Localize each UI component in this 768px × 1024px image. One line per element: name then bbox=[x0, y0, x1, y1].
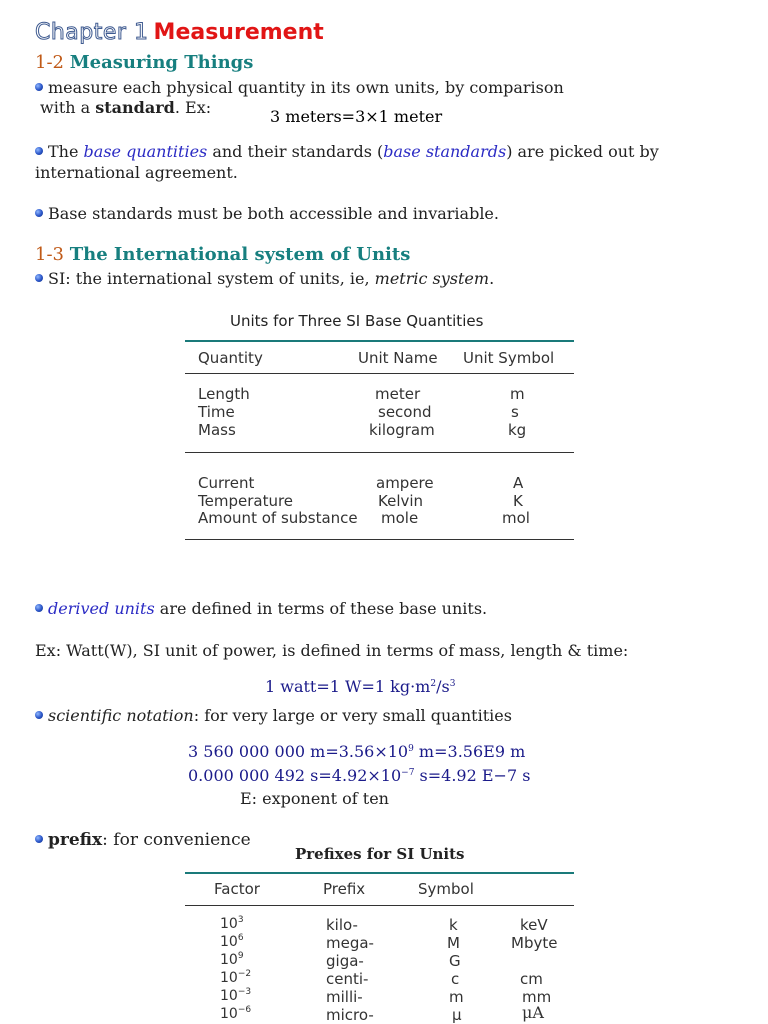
emphasis: metric system bbox=[374, 269, 490, 288]
column-header: Unit Name bbox=[358, 349, 438, 367]
table-rule bbox=[185, 340, 574, 342]
text-run: The bbox=[48, 142, 84, 161]
factor-base: 10 bbox=[220, 970, 238, 986]
table-cell: mol bbox=[502, 509, 530, 527]
factor-cell bbox=[220, 970, 251, 986]
text-run: SI: the international system of units, ie, bbox=[48, 269, 375, 288]
table-cell: Mass bbox=[198, 421, 236, 439]
text-run: and their standards ( bbox=[207, 142, 384, 161]
factor-exponent: −6 bbox=[237, 1005, 252, 1015]
bullet-text bbox=[35, 706, 512, 725]
prefix-cell: micro- bbox=[326, 1006, 374, 1024]
text-run: ) are picked out by bbox=[506, 142, 659, 161]
bullet-continuation bbox=[40, 98, 211, 117]
table-cell: kilogram bbox=[369, 421, 435, 439]
table-title: Prefixes for SI Units bbox=[295, 845, 465, 863]
bold-term: prefix bbox=[48, 830, 103, 850]
equation-part: m=3.56E9 m bbox=[413, 742, 526, 761]
bullet-text bbox=[35, 269, 494, 288]
factor-base: 10 bbox=[220, 988, 238, 1004]
prefix-cell: giga- bbox=[326, 952, 364, 970]
equation bbox=[188, 742, 525, 761]
section-number: 1-3 bbox=[35, 244, 64, 265]
bold-term: standard bbox=[95, 98, 175, 117]
factor-cell bbox=[220, 934, 244, 950]
emphasis: scientific notation bbox=[48, 706, 194, 725]
symbol-cell: M bbox=[447, 934, 460, 952]
bullet-line: measure each physical quantity in its own units, by comparison bbox=[48, 78, 564, 97]
factor-base: 10 bbox=[220, 1006, 238, 1022]
column-header: Prefix bbox=[323, 880, 366, 898]
chapter-label: Chapter 1 bbox=[35, 20, 149, 45]
factor-cell bbox=[220, 952, 244, 968]
emphasis: base quantities bbox=[83, 142, 208, 161]
equation: 3 meters=3×1 meter bbox=[270, 107, 443, 126]
symbol-cell: m bbox=[449, 988, 464, 1006]
equation bbox=[188, 766, 530, 785]
factor-exponent: 9 bbox=[237, 951, 244, 961]
column-header: Symbol bbox=[418, 880, 474, 898]
table-rule bbox=[185, 872, 574, 874]
table-cell: second bbox=[378, 403, 432, 421]
superscript: 9 bbox=[408, 744, 414, 754]
section-heading-1-2 bbox=[35, 52, 253, 73]
bullet-text bbox=[35, 142, 659, 161]
table-cell: kg bbox=[508, 421, 527, 439]
table-cell: s bbox=[511, 403, 519, 421]
symbol-cell: k bbox=[449, 916, 458, 934]
column-header: Unit Symbol bbox=[463, 349, 555, 367]
bullet-icon bbox=[35, 83, 43, 91]
factor-exponent: 6 bbox=[237, 933, 244, 943]
text-run: . bbox=[489, 269, 495, 288]
text-run: : for very large or very small quantities bbox=[193, 706, 512, 725]
text-run: . Ex: bbox=[174, 98, 212, 117]
factor-exponent: 3 bbox=[237, 915, 244, 925]
table-rule bbox=[185, 373, 574, 374]
equation-part: /s bbox=[436, 677, 450, 696]
section-title: The International system of Units bbox=[69, 244, 411, 265]
chapter-heading bbox=[35, 20, 324, 45]
column-header: Factor bbox=[214, 880, 260, 898]
text-run: are defined in terms of these base units. bbox=[154, 599, 488, 618]
chapter-title: Measurement bbox=[153, 20, 324, 45]
superscript: 2 bbox=[430, 679, 437, 689]
table-cell: Amount of substance bbox=[198, 509, 358, 527]
bullet-icon bbox=[35, 711, 43, 719]
column-header: Quantity bbox=[198, 349, 263, 367]
equation-part: 0.000 000 492 s=4.92×10 bbox=[188, 766, 402, 785]
table-cell: Time bbox=[198, 403, 235, 421]
equation-part: 1 watt=1 W=1 kg·m bbox=[265, 677, 431, 696]
factor-cell bbox=[220, 1006, 251, 1022]
example-cell: cm bbox=[520, 970, 543, 988]
bullet-icon bbox=[35, 835, 43, 843]
table-cell: A bbox=[513, 474, 524, 492]
table-cell: ampere bbox=[376, 474, 434, 492]
table-cell: meter bbox=[375, 385, 421, 403]
table-cell: Kelvin bbox=[378, 492, 424, 510]
table-rule bbox=[185, 539, 574, 540]
example-cell: μA bbox=[522, 1003, 544, 1022]
example-line: Ex: Watt(W), SI unit of power, is defined in terms of mass, length & time: bbox=[35, 641, 629, 660]
symbol-cell: μ bbox=[452, 1006, 462, 1024]
bullet-text bbox=[35, 204, 499, 223]
factor-cell bbox=[220, 988, 251, 1004]
example-cell: mm bbox=[522, 988, 552, 1006]
section-number: 1-2 bbox=[35, 52, 64, 73]
table-cell: mole bbox=[381, 509, 419, 527]
text-run: : for convenience bbox=[102, 830, 251, 850]
emphasis: base standards bbox=[383, 142, 507, 161]
example-cell: keV bbox=[520, 916, 548, 934]
table-cell: Temperature bbox=[198, 492, 294, 510]
table-title: Units for Three SI Base Quantities bbox=[230, 312, 484, 330]
prefix-cell: milli- bbox=[326, 988, 363, 1006]
factor-exponent: −3 bbox=[237, 987, 252, 997]
equation-part: 3 560 000 000 m=3.56×10 bbox=[188, 742, 409, 761]
bullet-icon bbox=[35, 274, 43, 282]
bullet-text bbox=[35, 830, 251, 850]
equation-part: s=4.92 E−7 s bbox=[414, 766, 531, 785]
bullet-continuation: international agreement. bbox=[35, 163, 238, 182]
factor-exponent: −2 bbox=[237, 969, 252, 979]
table-cell: m bbox=[510, 385, 525, 403]
bullet-text bbox=[35, 599, 487, 618]
superscript: −7 bbox=[401, 768, 415, 778]
prefix-cell: centi- bbox=[326, 970, 369, 988]
table-rule bbox=[185, 452, 574, 453]
factor-base: 10 bbox=[220, 934, 238, 950]
factor-base: 10 bbox=[220, 952, 238, 968]
superscript: 3 bbox=[449, 679, 456, 689]
section-title: Measuring Things bbox=[69, 52, 254, 73]
symbol-cell: c bbox=[451, 970, 460, 988]
table-cell: Length bbox=[198, 385, 250, 403]
table-cell: Current bbox=[198, 474, 255, 492]
prefix-cell: kilo- bbox=[326, 916, 358, 934]
emphasis: derived units bbox=[48, 599, 155, 618]
bullet-icon bbox=[35, 604, 43, 612]
text-run: Base standards must be both accessible and invariable. bbox=[48, 204, 499, 223]
bullet-icon bbox=[35, 147, 43, 155]
table-cell: K bbox=[513, 492, 523, 510]
bullet-text bbox=[35, 78, 564, 97]
text-run: with a bbox=[40, 98, 96, 117]
example-cell: Mbyte bbox=[511, 934, 558, 952]
factor-cell bbox=[220, 916, 244, 932]
symbol-cell: G bbox=[449, 952, 461, 970]
factor-base: 10 bbox=[220, 916, 238, 932]
bullet-icon bbox=[35, 209, 43, 217]
equation bbox=[265, 677, 455, 696]
section-heading-1-3 bbox=[35, 244, 410, 265]
table-rule bbox=[185, 905, 574, 906]
note: E: exponent of ten bbox=[240, 789, 389, 808]
prefix-cell: mega- bbox=[326, 934, 374, 952]
